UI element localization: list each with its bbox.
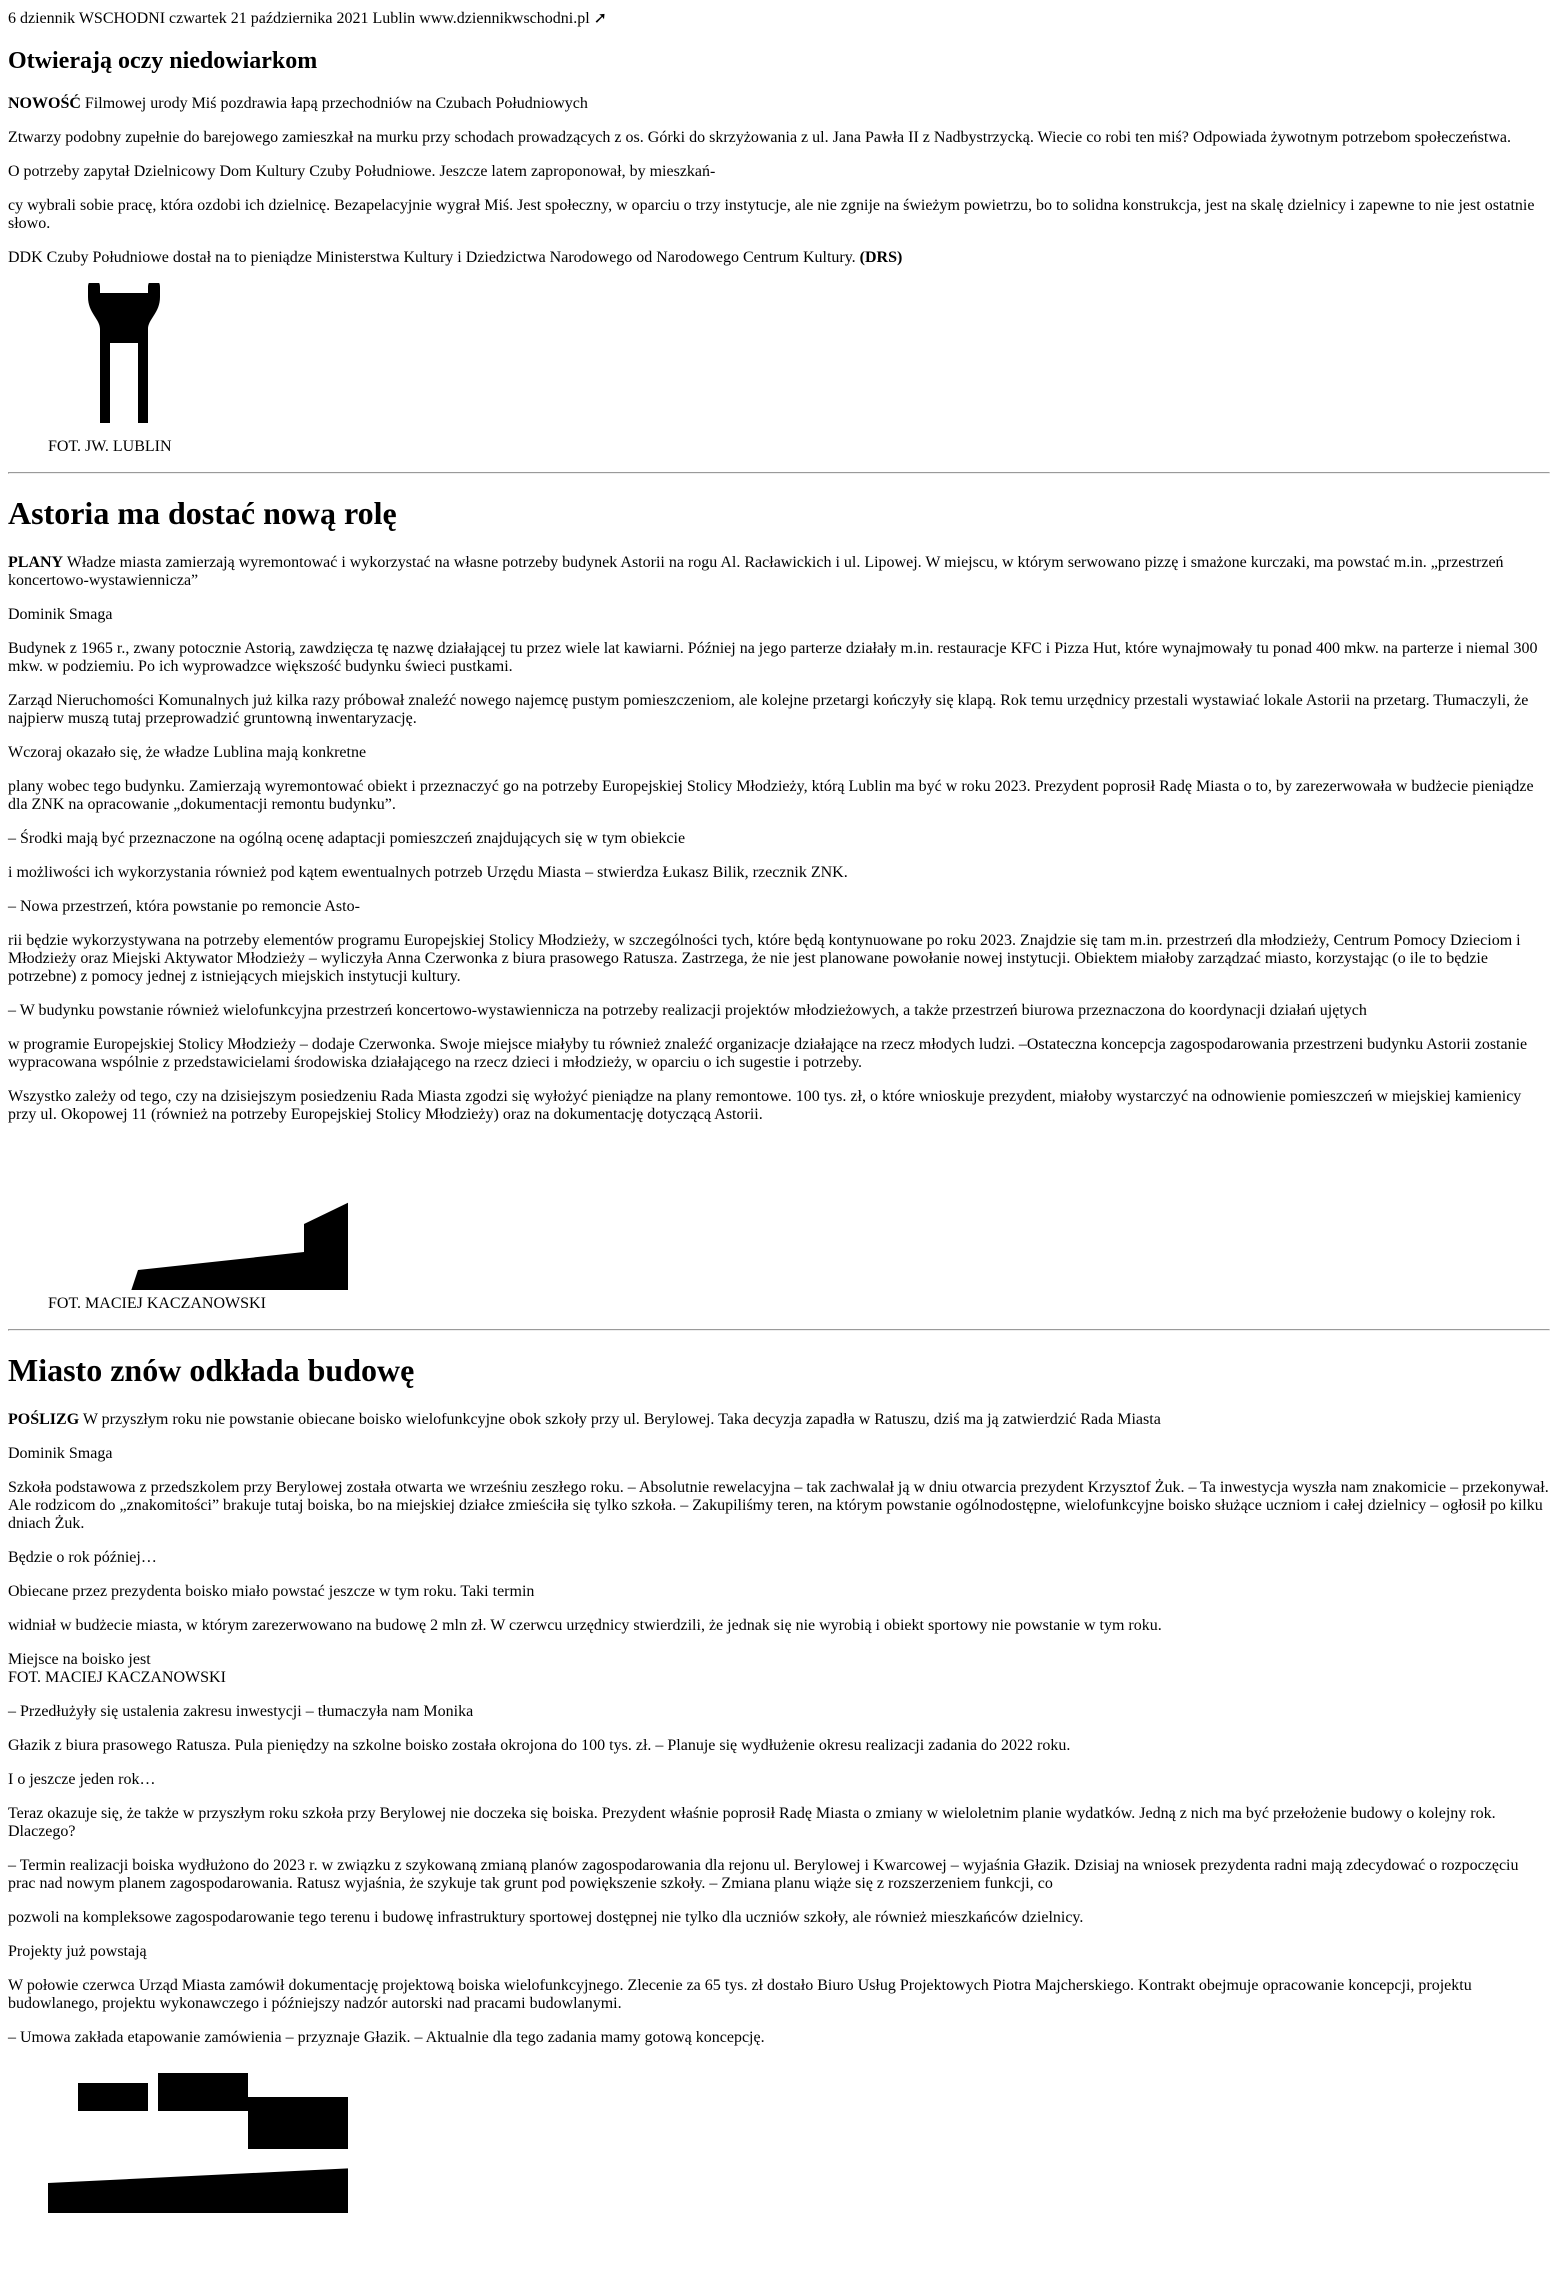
article-bear-text xyxy=(8,48,1550,267)
article-astoria-column xyxy=(8,1036,1550,1124)
paragraph: plany wobec tego budynku. Zamierzają wyremontować obiekt i przeznaczyć go na potrzeby Europejskiej Stolicy Młodzieży, którą Lublin ma być w roku 2023. Prezydent poprosił Radę Miasta o to, by zarezerwowała w budżecie pieniądze dla ZNK na opracowanie „dokumentacji remontu budynku”. xyxy=(8,777,1534,813)
logo-subtext: WSCHODNI xyxy=(78,10,166,27)
paragraph: – W budynku powstanie również wielofunkcyjna przestrzeń koncertowo-wystawiennicza na potrzeby realizacji projektów młodzieżowych, a także przestrzeń biurowa przeznaczona do koordynacji działań ujętych xyxy=(8,1001,1367,1019)
paragraph: Obiecane przez prezydenta boisko miało powstać jeszcze w tym roku. Taki termin xyxy=(8,1582,535,1600)
article-playground-lead: POŚLIZG W przyszłym roku nie powstanie obiecane boisko wielofunkcyjne obok szkoły przy ul. Berylowej. Taka decyzja zapadła w Ratuszu, dziś ma ją zatwierdzić Rada Miasta xyxy=(8,1410,1161,1428)
issue-date: czwartek 21 października 2021 xyxy=(169,10,369,27)
article-playground-body xyxy=(8,1445,1550,2218)
photo-credit: FOT. MACIEJ KACZANOWSKI xyxy=(8,1668,226,1686)
paragraph: cy wybrali sobie pracę, która ozdobi ich dzielnicę. Bezapelacyjnie wygrał Miś. Jest społeczny, w oparciu o trzy instytucje, ale nie zgnije na świeżym powietrzu, bo to solidna konstrukcja, jest na skalę dzielnicy i zapewne to nie jest ostatnie słowo. xyxy=(8,196,1535,232)
website-link[interactable]: www.dziennikwschodni.pl ➚ xyxy=(419,10,608,27)
paragraph: – Termin realizacji boiska wydłużono do 2023 r. w związku z szykowaną zmianą planów zagospodarowania dla rejonu ul. Berylowej i Kwarcowej – wyjaśnia Głazik. Dzisiaj na wniosek prezydenta radni mają zdecydować o rozpoczęciu prac nad nowym planem zagospodarowania. Ratusz wyjaśnia, że szykuje tak grunt pod powiększenie szkoły. – Zmiana planu wiąże się z rozszerzeniem funkcji, co xyxy=(8,1856,1519,1892)
article-playground-column xyxy=(8,1909,1550,2047)
article-astoria-lead: PLANY Władze miasta zamierzają wyremontować i wykorzystać na własne potrzeby budynek Astorii na rogu Al. Racławickich i ul. Lipowej. W miejscu, w którym serwowano pizzę i smażone kurczaki, ma powstać m.in. „przestrzeń koncertowo-wystawiennicza” xyxy=(8,553,1504,589)
article-astoria xyxy=(8,495,1550,1312)
article-bear-label: NOWOŚĆ xyxy=(8,94,81,112)
paragraph: Budynek z 1965 r., zwany potocznie Astorią, zawdzięcza tę nazwę działającej tu przez wiele lat kawiarni. Później na jego parterze działały m.in. restauracje KFC i Pizza Hut, które wynajmowały tu ponad 400 mkw. na parterze i niemal 300 mkw. w podziemiu. Po ich wyprowadzce większość budynku świeci pustkami. xyxy=(8,639,1538,675)
article-bear-body xyxy=(8,129,1550,267)
cursor-arrow-icon: ➚ xyxy=(593,10,608,27)
author-byline[interactable]: Dominik Smaga xyxy=(8,1444,113,1462)
article-playground-label: POŚLIZG xyxy=(8,1410,80,1428)
paragraph: – Środki mają być przeznaczone na ogólną ocenę adaptacji pomieszczeń znajdujących się w tym obiekcie xyxy=(8,829,686,847)
divider xyxy=(8,472,1550,474)
paragraph: Głazik z biura prasowego Ratusza. Pula pieniędzy na szkolne boisko została okrojona do 100 tys. zł. – Planuje się wydłużenie okresu realizacji zadania do 2022 roku. xyxy=(8,1736,1071,1754)
article-playground-column xyxy=(8,1445,1550,1601)
paragraph: pozwoli na kompleksowe zagospodarowanie tego terenu i budowę infrastruktury sportowej dostępnej nie tylko dla uczniów szkoły, ale również mieszkańców dzielnicy. xyxy=(8,1908,1084,1926)
paragraph: Zarząd Nieruchomości Komunalnych już kilka razy próbował znaleźć nowego najemcę pustym pomieszczeniom, ale kolejne przetargi kończyły się klapą. Rok temu urzędnicy przestali wystawiać lokale Astorii na przetarg. Tłumaczyli, że najpierw muszą tutaj przeprowadzić gruntowną inwentaryzację. xyxy=(8,691,1529,727)
photo-bear-group[interactable] xyxy=(48,283,1510,456)
school-building-icon xyxy=(248,2097,348,2149)
paragraph: – Umowa zakłada etapowanie zamówienia – przyznaje Głazik. – Aktualnie dla tego zadania mamy gotową koncepcję. xyxy=(8,2028,765,2046)
article-playground-column xyxy=(8,1617,1550,1635)
paragraph: Teraz okazuje się, że także w przyszłym roku szkoła przy Berylowej nie doczeka się boiska. Prezydent właśnie poprosił Radę Miasta o zmiany w wieloletnim planie wydatków. Jedną z nich ma być przełożenie budowy o kolejny rok. Dlaczego? xyxy=(8,1804,1496,1840)
signature: (DRS) xyxy=(859,248,903,266)
article-bear xyxy=(8,48,1550,456)
paragraph: W połowie czerwca Urząd Miasta zamówił dokumentację projektową boiska wielofunkcyjnego. Zlecenie za 65 tys. zł dostało Biuro Usług Projektowych Piotra Majcherskiego. Kontrakt obejmuje opracowanie koncepcji, projektu budowlanego, projektu wykonawczego i późniejszy nadzór autorski nad pracami budowlanymi. xyxy=(8,1976,1472,2012)
paragraph: i możliwości ich wykorzystania również pod kątem ewentualnych potrzeb Urzędu Miasta – stwierdza Łukasz Bilik, rzecznik ZNK. xyxy=(8,863,848,881)
article-astoria-body xyxy=(8,606,1550,1313)
subheading: Będzie o rok później… xyxy=(8,1548,157,1566)
bear-sculpture-icon xyxy=(88,283,160,423)
group-photo-illustration xyxy=(48,283,348,433)
paragraph: O potrzeby zapytał Dzielnicowy Dom Kultury Czuby Południowe. Jeszcze latem zaproponował, by mieszkań- xyxy=(8,162,716,180)
paragraph: Ztwarzy podobny zupełnie do barejowego zamieszkał na murku przy schodach prowadzących z os. Górki do skrzyżowania z ul. Jana Pawła II z Nadbystrzycką. Wiecie co robi ten miś? Odpowiada żywotnym potrzebom społeczeństwa. xyxy=(8,128,1511,146)
article-astoria-column xyxy=(8,778,1550,814)
paragraph: Wczoraj okazało się, że władze Lublina mają konkretne xyxy=(8,743,367,761)
paragraph: widniał w budżecie miasta, w którym zarezerwowano na budowę 2 mln zł. W czerwcu urzędnicy stwierdzili, że jednak się nie wyrobią i obiekt sportowy nie powstanie w tym roku. xyxy=(8,1616,1162,1634)
paragraph: DDK Czuby Południowe dostał na to pieniądze Ministerstwa Kultury i Dziedzictwa Narodowego od Narodowego Centrum Kultury. (DRS) xyxy=(8,248,903,266)
empty-field-icon xyxy=(48,2143,348,2213)
paragraph: – Nowa przestrzeń, która powstanie po remoncie Asto- xyxy=(8,897,360,915)
article-bear-title: Otwierają oczy niedowiarkom xyxy=(8,47,318,74)
section-name[interactable]: Lublin xyxy=(372,10,416,27)
building-photo-illustration xyxy=(48,1140,348,1290)
subheading: Projekty już powstają xyxy=(8,1942,147,1960)
paragraph: w programie Europejskiej Stolicy Młodzieży – dodaje Czerwonka. Swoje miejsce miałyby tu również znaleźć organizacje działające na rzecz młodych ludzi. –Ostateczna koncepcja zagospodarowania przestrzeni budynku Astorii zostanie wypracowana wspólnie z przedstawicielami środowiska działającego na rzecz dzieci i młodzieży, w oparciu o ich sugestie i potrzeby. xyxy=(8,1035,1528,1071)
logo-text: dziennik xyxy=(20,10,76,27)
article-astoria-column xyxy=(8,864,1550,916)
article-playground-column xyxy=(8,1651,1550,1721)
author-byline[interactable]: Dominik Smaga xyxy=(8,605,113,623)
paragraph: rii będzie wykorzystywana na potrzeby elementów programu Europejskiej Stolicy Młodzieży, w szczególności tych, które będą kontynuowane po roku 2023. Znajdzie się tam m.in. przestrzeń dla młodzieży, Centrum Pomocy Dzieciom i Młodzieży oraz Miejski Aktywator Młodzieży – wyliczyła Anna Czerwonka z biura prasowego Ratusza. Zastrzega, że nie jest planowane powołanie nowej instytucji. Obiektem miałoby zarządzać miasto, korzystając (o ile to będzie potrzebne) z pomocy jednej z istniejących miejskich instytucji kultury. xyxy=(8,931,1521,985)
article-astoria-column xyxy=(8,932,1550,1020)
page-number: 6 xyxy=(8,10,16,27)
article-bear-column xyxy=(8,197,1550,267)
paragraph: Wszystko zależy od tego, czy na dzisiejszym posiedzeniu Rada Miasta zgodzi się wyłożyć pieniądze na plany remontowe. 100 tys. zł, o które wnioskuje prezydent, miałoby wystarczyć na odnowienie pomieszczeń w miejskiej kamienicy przy ul. Okopowej 11 (również na potrzeby Europejskiej Stolicy Młodzieży) oraz na dokumentację dotyczącą Astorii. xyxy=(8,1087,1522,1123)
article-astoria-column xyxy=(8,606,1550,762)
paragraph: – Przedłużyły się ustalenia zakresu inwestycji – tłumaczyła nam Monika xyxy=(8,1702,474,1720)
article-astoria-title: Astoria ma dostać nową rolę xyxy=(8,495,397,532)
newspaper-logo[interactable] xyxy=(20,10,169,27)
photo-credit: FOT. MACIEJ KACZANOWSKI xyxy=(48,1294,266,1312)
photo-playground-site[interactable] xyxy=(48,2063,1510,2218)
article-astoria-column xyxy=(8,830,1550,848)
article-playground-column xyxy=(8,1737,1550,1755)
photo-caption xyxy=(8,1651,1550,1687)
caption-text: Miejsce na boisko jest xyxy=(8,1650,151,1668)
article-playground xyxy=(8,1352,1550,2217)
paragraph: Szkoła podstawowa z przedszkolem przy Berylowej została otwarta we wrześniu zeszłego roku. – Absolutnie rewelacyjna – tak zachwalał ją w dniu otwarcia prezydent Krzysztof Żuk. – Ta inwestycja wyszła nam znakomicie – przekonywał. Ale rodzicom do „znakomitości” brakuje tutaj boiska, bo na miejskiej działce zmieściła się tylko szkoła. – Zakupiliśmy teren, na którym powstanie ogólnodostępne, wielofunkcyjne boisko służące uczniom i całej dzielnicy – ogłosił po kilku dniach Żuk. xyxy=(8,1478,1549,1532)
article-astoria-label: PLANY xyxy=(8,553,64,571)
article-playground-title: Miasto znów odkłada budowę xyxy=(8,1352,415,1389)
article-bear-lead: NOWOŚĆ Filmowej urody Miś pozdrawia łapą przechodniów na Czubach Południowych xyxy=(8,94,588,112)
page-header xyxy=(8,8,1550,28)
astoria-building-icon xyxy=(104,1194,348,1290)
article-playground-column xyxy=(8,1771,1550,1893)
photo-credit: FOT. JW. LUBLIN xyxy=(48,437,172,455)
article-bear-column xyxy=(8,129,1550,181)
divider xyxy=(8,1329,1550,1331)
aerial-photo-illustration xyxy=(48,2063,348,2213)
photo-astoria-building[interactable] xyxy=(48,1140,1510,1313)
subheading: I o jeszcze jeden rok… xyxy=(8,1770,156,1788)
